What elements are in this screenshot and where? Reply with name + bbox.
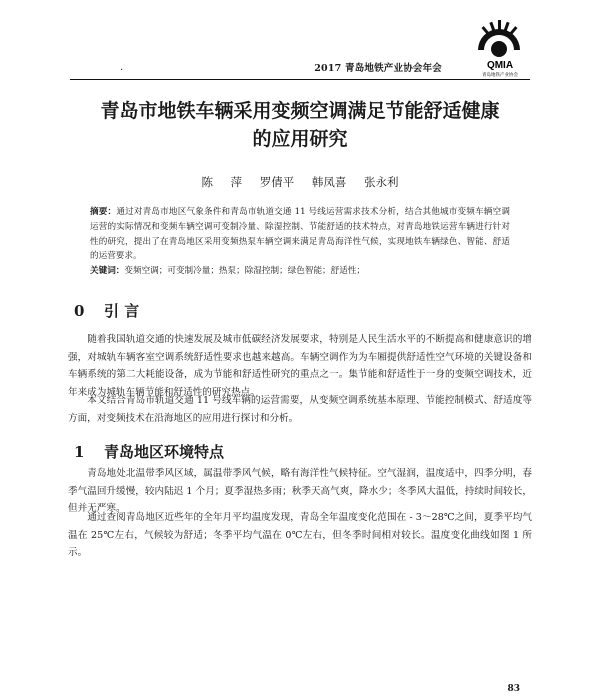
abstract-label: 摘要： <box>90 207 117 217</box>
paper-title <box>0 97 600 153</box>
section-0-number: 0 <box>74 302 85 320</box>
abstract <box>90 205 510 264</box>
section-1-number: 1 <box>74 443 85 461</box>
keywords <box>90 264 510 279</box>
logo-subtext: 青岛地铁产业协会 <box>482 73 518 78</box>
keywords-label: 关键词： <box>90 266 125 277</box>
header-rule <box>70 79 530 80</box>
keywords-text: 变频空调；可变制冷量；热泵；除湿控制；绿色智能；舒适性； <box>124 266 366 277</box>
title-line-1: 青岛市地铁车辆采用变频空调满足节能舒适健康 <box>100 100 500 122</box>
section-1-paragraph-2: 通过查阅青岛地区近些年的全年月平均温度发现，青岛全年温度变化范围在 - 3～28℃之间，夏季平均气温在 25℃左右，气候较为舒适；冬季平均气温在 0℃左右，但冬季时间相对较长。温度变化曲线如图 1 所示。 <box>68 512 532 559</box>
header-dot: . <box>120 62 124 73</box>
author-list: 陈 萍 罗倩平 韩凤喜 张永利 <box>201 175 399 189</box>
title-line-2: 的应用研究 <box>252 128 348 150</box>
logo-text: QMIA <box>486 60 514 71</box>
page-number: 83 <box>507 684 520 694</box>
section-0-paragraph-2: 本文结合青岛市轨道交通 11 号线车辆的运营需要，从变频空调系统基本原理、节能控制模式、舒适度等方面，对变频技术在沿海地区的应用进行探讨和分析。 <box>68 395 532 424</box>
section-0-title: 引 言 <box>104 302 140 320</box>
qmia-logo-icon <box>448 20 548 80</box>
section-1-paragraph-1: 青岛地处北温带季风区域，属温带季风气候，略有海洋性气候特征。空气湿润，温度适中，四季分明，春季气温回升缓慢，较内陆迟 1 个月；夏季湿热多雨；秋季天高气爽，降水少；冬季风大温低，持续时间较长，但并无严寒。 <box>68 468 532 515</box>
abstract-text: 通过对青岛市地区气象条件和青岛市轨道交通 11 号线运营需求技术分析，结合其他城市变频车辆空调运营的实际情况和变频车辆空调可变制冷量、除湿控制、节能舒适的技术特点，对青岛地铁运营车辆进行针对性的研究，提出了在青岛地区采用变频热泵车辆空调来满足青岛海洋性气候，实现地铁车辆绿色、智能、舒适的运营要求。 <box>90 207 510 262</box>
section-1-heading <box>74 441 224 462</box>
abstract-block <box>90 205 510 279</box>
conference-header: 2017 青岛地铁产业协会年会 <box>314 63 442 74</box>
section-1-title: 青岛地区环境特点 <box>104 443 225 461</box>
section-0-paragraph-1: 随着我国轨道交通的快速发展及城市低碳经济发展要求，特别是人民生活水平的不断提高和健康意识的增强，对城轨车辆客室空调系统舒适性要求也越来越高。车辆空调作为为车厢提供舒适性空气环境的关键设备和车辆系统的第二大耗能设备，成为节能和舒适性研究的重点之一。集节能和舒适性于一身的变频空调技术，近年来成为城轨车辆节能和舒适性的研究热点。 <box>68 334 532 398</box>
section-0-heading <box>74 300 139 321</box>
